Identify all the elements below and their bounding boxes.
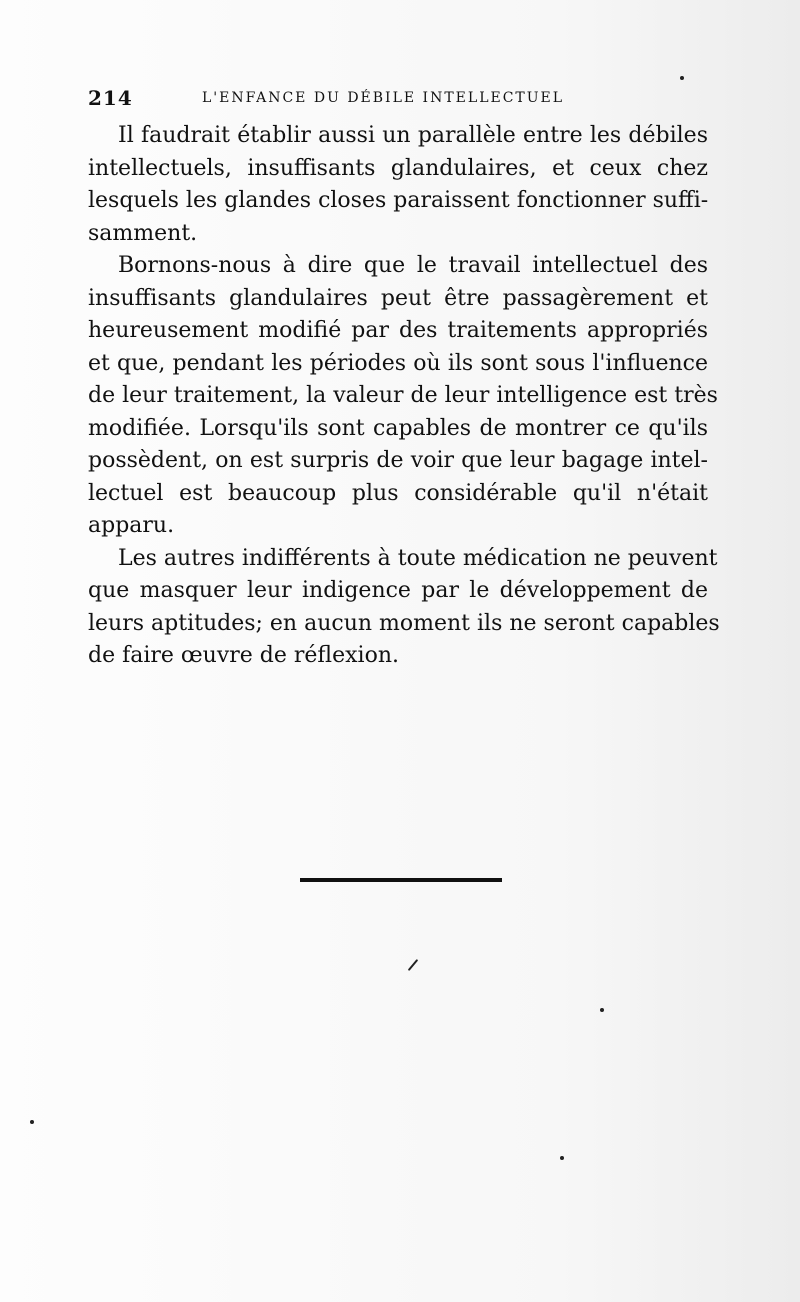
text-line: que masquer leur indigence par le développement de: [88, 578, 708, 603]
running-title: L'ENFANCE DU DÉBILE INTELLECTUEL: [202, 90, 565, 106]
text-line: possèdent, on est surpris de voir que leur bagage intel-: [88, 448, 708, 473]
text-line: lesquels les glandes closes paraissent fonctionner suffi-: [88, 188, 709, 213]
paper-speck: [600, 1008, 604, 1012]
paper-speck: [560, 1156, 564, 1160]
text-line: et que, pendant les périodes où ils sont sous l'influence: [88, 350, 708, 376]
text-line: leurs aptitudes; en aucun moment ils ne seront capables: [88, 610, 720, 636]
text-line: Il faudrait établir aussi un parallèle entre les débiles: [118, 123, 708, 148]
text-line: lectuel est beaucoup plus considérable qu'il n'était: [88, 480, 708, 506]
page-number: 214: [88, 86, 133, 110]
paper-speck: [30, 1120, 34, 1124]
text-line: intellectuels, insuffisants glandulaires, et ceux chez: [88, 155, 708, 181]
text-line: insuffisants glandulaires peut être passagèrement et: [88, 285, 708, 311]
text-line: heureusement modifié par des traitements appropriés: [88, 318, 708, 343]
text-line: de leur traitement, la valeur de leur intelligence est très: [88, 383, 718, 408]
section-end-rule: [300, 878, 502, 882]
paper-speck: [408, 959, 419, 971]
text-line: modifiée. Lorsqu'ils sont capables de montrer ce qu'ils: [88, 415, 708, 441]
text-line: de faire œuvre de réflexion.: [88, 643, 399, 668]
paper-speck: [680, 76, 684, 80]
running-head: [88, 86, 608, 110]
text-line: Les autres indifférents à toute médication ne peuvent: [118, 545, 718, 571]
body-text: [88, 120, 720, 673]
text-line: Bornons-nous à dire que le travail intellectuel des: [118, 253, 708, 278]
text-line: apparu.: [88, 513, 175, 538]
text-line: samment.: [88, 220, 198, 246]
